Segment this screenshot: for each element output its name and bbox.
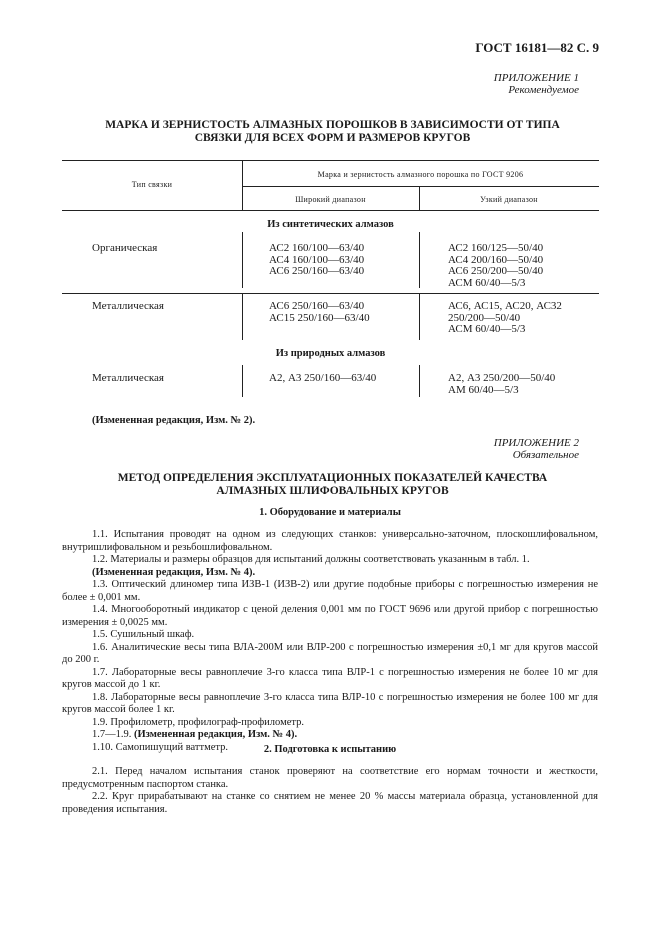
col-header-type: Тип связки xyxy=(131,180,173,189)
title-2-line-2: АЛМАЗНЫХ ШЛИФОВАЛЬНЫХ КРУГОВ xyxy=(216,485,449,497)
col-header-narrow: Узкий диапазон xyxy=(480,195,538,204)
para-2-2: 2.2. Круг прирабатывают на станке со снятием не менее 20 % массы материала образца, установленной для проведения испытания. xyxy=(62,791,598,815)
row-3-wide: А2, А3 250/160—63/40 xyxy=(269,372,377,384)
row-1-wide: АС2 160/100—63/40 АС4 160/100—63/40 АС6 250/160—63/40 xyxy=(269,242,365,277)
section-1-body xyxy=(62,529,598,754)
title-1 xyxy=(60,119,605,145)
row-1-type: Органическая xyxy=(92,242,158,254)
document-code: ГОСТ 16181—82 С. 9 xyxy=(475,40,599,55)
section-synthetic: Из синтетических алмазов xyxy=(267,219,394,230)
section-natural: Из природных алмазов xyxy=(275,348,386,359)
row-3-type: Металлическая xyxy=(92,372,164,384)
row-2-type: Металлическая xyxy=(92,300,164,312)
appendix-2-label: ПРИЛОЖЕНИЕ 2 xyxy=(493,437,579,449)
para-1-6: 1.6. Аналитические весы типа ВЛА-200М или ВЛР-200 с погрешностью измерения ±0,1 мг для кругов массой до 200 г. xyxy=(62,641,598,665)
section-2-title: 2. Подготовка к испытанию xyxy=(263,744,397,755)
para-1-5: 1.5. Сушильный шкаф. xyxy=(92,629,195,640)
row-2-narrow: АС6, АС15, АС20, АС32 250/200—50/40 АСМ 60/40—5/3 xyxy=(448,300,562,335)
appendix-2-status: Обязательное xyxy=(512,449,579,461)
row-2-wide: АС6 250/160—63/40 АС15 250/160—63/40 xyxy=(269,300,370,324)
appendix-1-status: Рекомендуемое xyxy=(508,84,579,96)
revision-note: (Измененная редакция, Изм. № 2). xyxy=(92,415,256,426)
para-1-7: 1.7. Лабораторные весы равноплечие 3-го класса типа ВЛР-1 с погрешностью измерения не более 10 мг для кругов массой до 1 кг. xyxy=(62,666,598,690)
para-1-1: 1.1. Испытания проводят на одном из следующих станков: универсально-заточном, плоскошлифовальном, внутришлифовальном и резьбошлифовальном. xyxy=(62,529,598,553)
para-1-2-revision: (Измененная редакция, Изм. № 4). xyxy=(92,566,256,578)
row-3-narrow: А2, А3 250/200—50/40 АМ 60/40—5/3 xyxy=(448,372,556,396)
para-1-8: 1.8. Лабораторные весы равноплечие 3-го класса типа ВЛР-10 с погрешностью измерения не более 100 мг для кругов массой более 1 кг. xyxy=(62,691,598,715)
title-2-line-1: МЕТОД ОПРЕДЕЛЕНИЯ ЭКСПЛУАТАЦИОННЫХ ПОКАЗАТЕЛЕЙ КАЧЕСТВА xyxy=(117,472,548,484)
col-header-group: Марка и зернистость алмазного порошка по ГОСТ 9206 xyxy=(317,170,524,179)
para-1-10: 1.10. Самопишущий ваттметр. xyxy=(92,741,228,753)
title-1-line-2: СВЯЗКИ ДЛЯ ВСЕХ ФОРМ И РАЗМЕРОВ КРУГОВ xyxy=(194,132,471,144)
title-1-line-1: МАРКА И ЗЕРНИСТОСТЬ АЛМАЗНЫХ ПОРОШКОВ В ЗАВИСИМОСТИ ОТ ТИПА xyxy=(105,119,560,131)
para-1-4: 1.4. Многооборотный индикатор с ценой деления 0,001 мм по ГОСТ 9696 или другой прибор с погрешностью измерения ± 0,0025 мм. xyxy=(62,604,598,628)
title-2 xyxy=(60,472,605,498)
col-header-wide: Широкий диапазон xyxy=(295,195,366,204)
appendix-1-label: ПРИЛОЖЕНИЕ 1 xyxy=(493,72,579,84)
para-1-7-1-9: 1.7—1.9. (Измененная редакция, Изм. № 4). xyxy=(92,729,298,740)
grain-table xyxy=(62,160,599,412)
row-1-narrow: АС2 160/125—50/40 АС4 200/160—50/40 АС6 250/200—50/40 АСМ 60/40—5/3 xyxy=(448,242,544,289)
para-1-3: 1.3. Оптический длиномер типа ИЗВ-1 (ИЗВ-2) или другие подобные приборы с погрешностью измерения не более ± 0,001 мм. xyxy=(62,579,598,603)
section-2-body xyxy=(62,766,598,816)
section-1-title: 1. Оборудование и материалы xyxy=(259,507,401,518)
para-1-9: 1.9. Профилометр, профилограф-профилометр. xyxy=(92,716,304,728)
para-2-1: 2.1. Перед началом испытания станок проверяют на соответствие его нормам точности и жесткости, предусмотренным паспортом станка. xyxy=(62,766,598,790)
para-1-2: 1.2. Материалы и размеры образцов для испытаний должны соответствовать указанным в табл. 1. xyxy=(92,554,530,565)
